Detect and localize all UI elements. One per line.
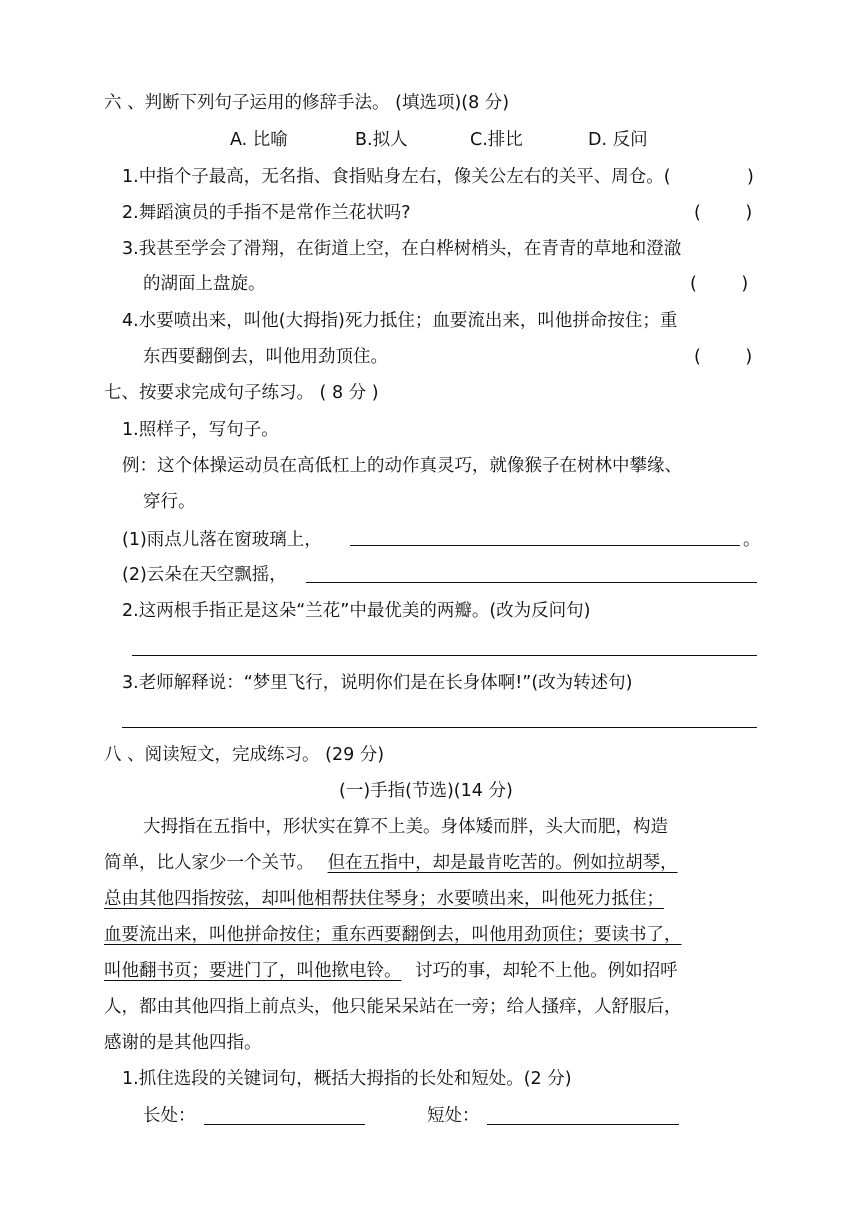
s7-part-1-prompt: (1)雨点儿落在窗玻璃上，	[122, 530, 322, 550]
s6-question-4-line-1: 4.水要喷出来，叫他(大拇指)死力抵住；血要流出来，叫他拼命按住；重	[122, 311, 678, 331]
s6-question-3-line-1: 3.我甚至学会了滑翔，在街道上空，在白桦树梢头，在青青的草地和澄澈	[122, 239, 682, 259]
s6-question-3-line-2: 的湖面上盘旋。	[143, 274, 266, 294]
s6-question-1: 1.中指个子最高，无名指、食指贴身左右，像关公左右的关平、周仓。(	[122, 167, 671, 187]
passage-underlined-sentence-end: 叫他翻书页；要进门了，叫他揿电铃。	[104, 961, 402, 981]
option-b: B.拟人	[355, 130, 408, 150]
option-a: A. 比喻	[230, 130, 288, 150]
s7-part-2-answer-line[interactable]	[306, 582, 757, 583]
strength-answer-line[interactable]	[204, 1124, 365, 1125]
passage-line-7: 感谢的是其他四指。	[104, 1033, 262, 1053]
s6-q4-answer-paren[interactable]: ( )	[694, 347, 753, 367]
passage-line-1: 大拇指在五指中，形状实在算不上美。身体矮而胖，头大而肥，构造	[143, 817, 668, 837]
option-c: C.排比	[470, 130, 523, 150]
option-d: D. 反问	[588, 130, 648, 150]
s6-q2-answer-paren[interactable]: ( )	[694, 203, 753, 223]
s6-q3-answer-paren[interactable]: ( )	[690, 274, 749, 294]
s7-q3-answer-line[interactable]	[122, 727, 757, 728]
passage-underlined-line-3: 总由其他四指按弦，却叫他相帮扶住琴身；水要喷出来，叫他死力抵住；	[104, 889, 664, 909]
passage-line-5-plain: 讨巧的事，却轮不上他。例如招呼	[415, 961, 678, 981]
section-8-heading: 八 、阅读短文，完成练习。 (29 分)	[104, 745, 385, 765]
weakness-answer-line[interactable]	[487, 1124, 679, 1125]
s6-q1-close-paren: )	[747, 167, 754, 187]
section-6-heading: 六 、判断下列句子运用的修辞手法。 (填选项)(8 分)	[104, 93, 510, 113]
passage-underlined-line-4: 血要流出来，叫他拼命按住；重东西要翻倒去，叫他用劲顶住；要读书了，	[104, 925, 682, 945]
strength-label: 长处：	[143, 1106, 196, 1126]
s7-part-1-period: 。	[743, 530, 761, 550]
passage-underlined-sentence-start: 但在五指中，却是最肯吃苦的。例如拉胡琴，	[327, 853, 678, 873]
s7-q2-answer-line[interactable]	[132, 655, 757, 656]
s7-example-line-1: 例：这个体操运动员在高低杠上的动作真灵巧，就像猴子在树林中攀缘、	[122, 456, 682, 476]
s6-question-4-line-2: 东西要翻倒去，叫他用劲顶住。	[143, 347, 388, 367]
passage-line-2-plain: 简单，比人家少一个关节。	[104, 853, 314, 873]
weakness-label: 短处：	[427, 1106, 480, 1126]
passage-line-6: 人，都由其他四指上前点头，他只能呆呆站在一旁；给人搔痒，人舒服后，	[104, 997, 682, 1017]
s7-question-3: 3.老师解释说：“梦里飞行，说明你们是在长身体啊!”(改为转述句)	[122, 673, 633, 693]
passage-line-5	[104, 959, 678, 983]
passage-line-2	[104, 851, 678, 875]
s7-part-1-answer-line[interactable]	[350, 545, 740, 546]
s7-example-line-2: 穿行。	[143, 492, 196, 512]
section-7-heading: 七、按要求完成句子练习。 ( 8 分 )	[104, 383, 379, 403]
s6-question-2: 2.舞蹈演员的手指不是常作兰花状吗?	[122, 203, 411, 223]
passage-subtitle: (一)手指(节选)(14 分)	[339, 781, 513, 801]
s7-question-2: 2.这两根手指正是这朵“兰花”中最优美的两瓣。(改为反问句)	[122, 601, 591, 621]
s7-part-2-prompt: (2)云朵在天空飘摇，	[122, 565, 287, 585]
s8-question-1: 1.抓住选段的关键词句，概括大拇指的长处和短处。(2 分)	[122, 1069, 572, 1089]
s7-question-1: 1.照样子，写句子。	[122, 420, 279, 440]
